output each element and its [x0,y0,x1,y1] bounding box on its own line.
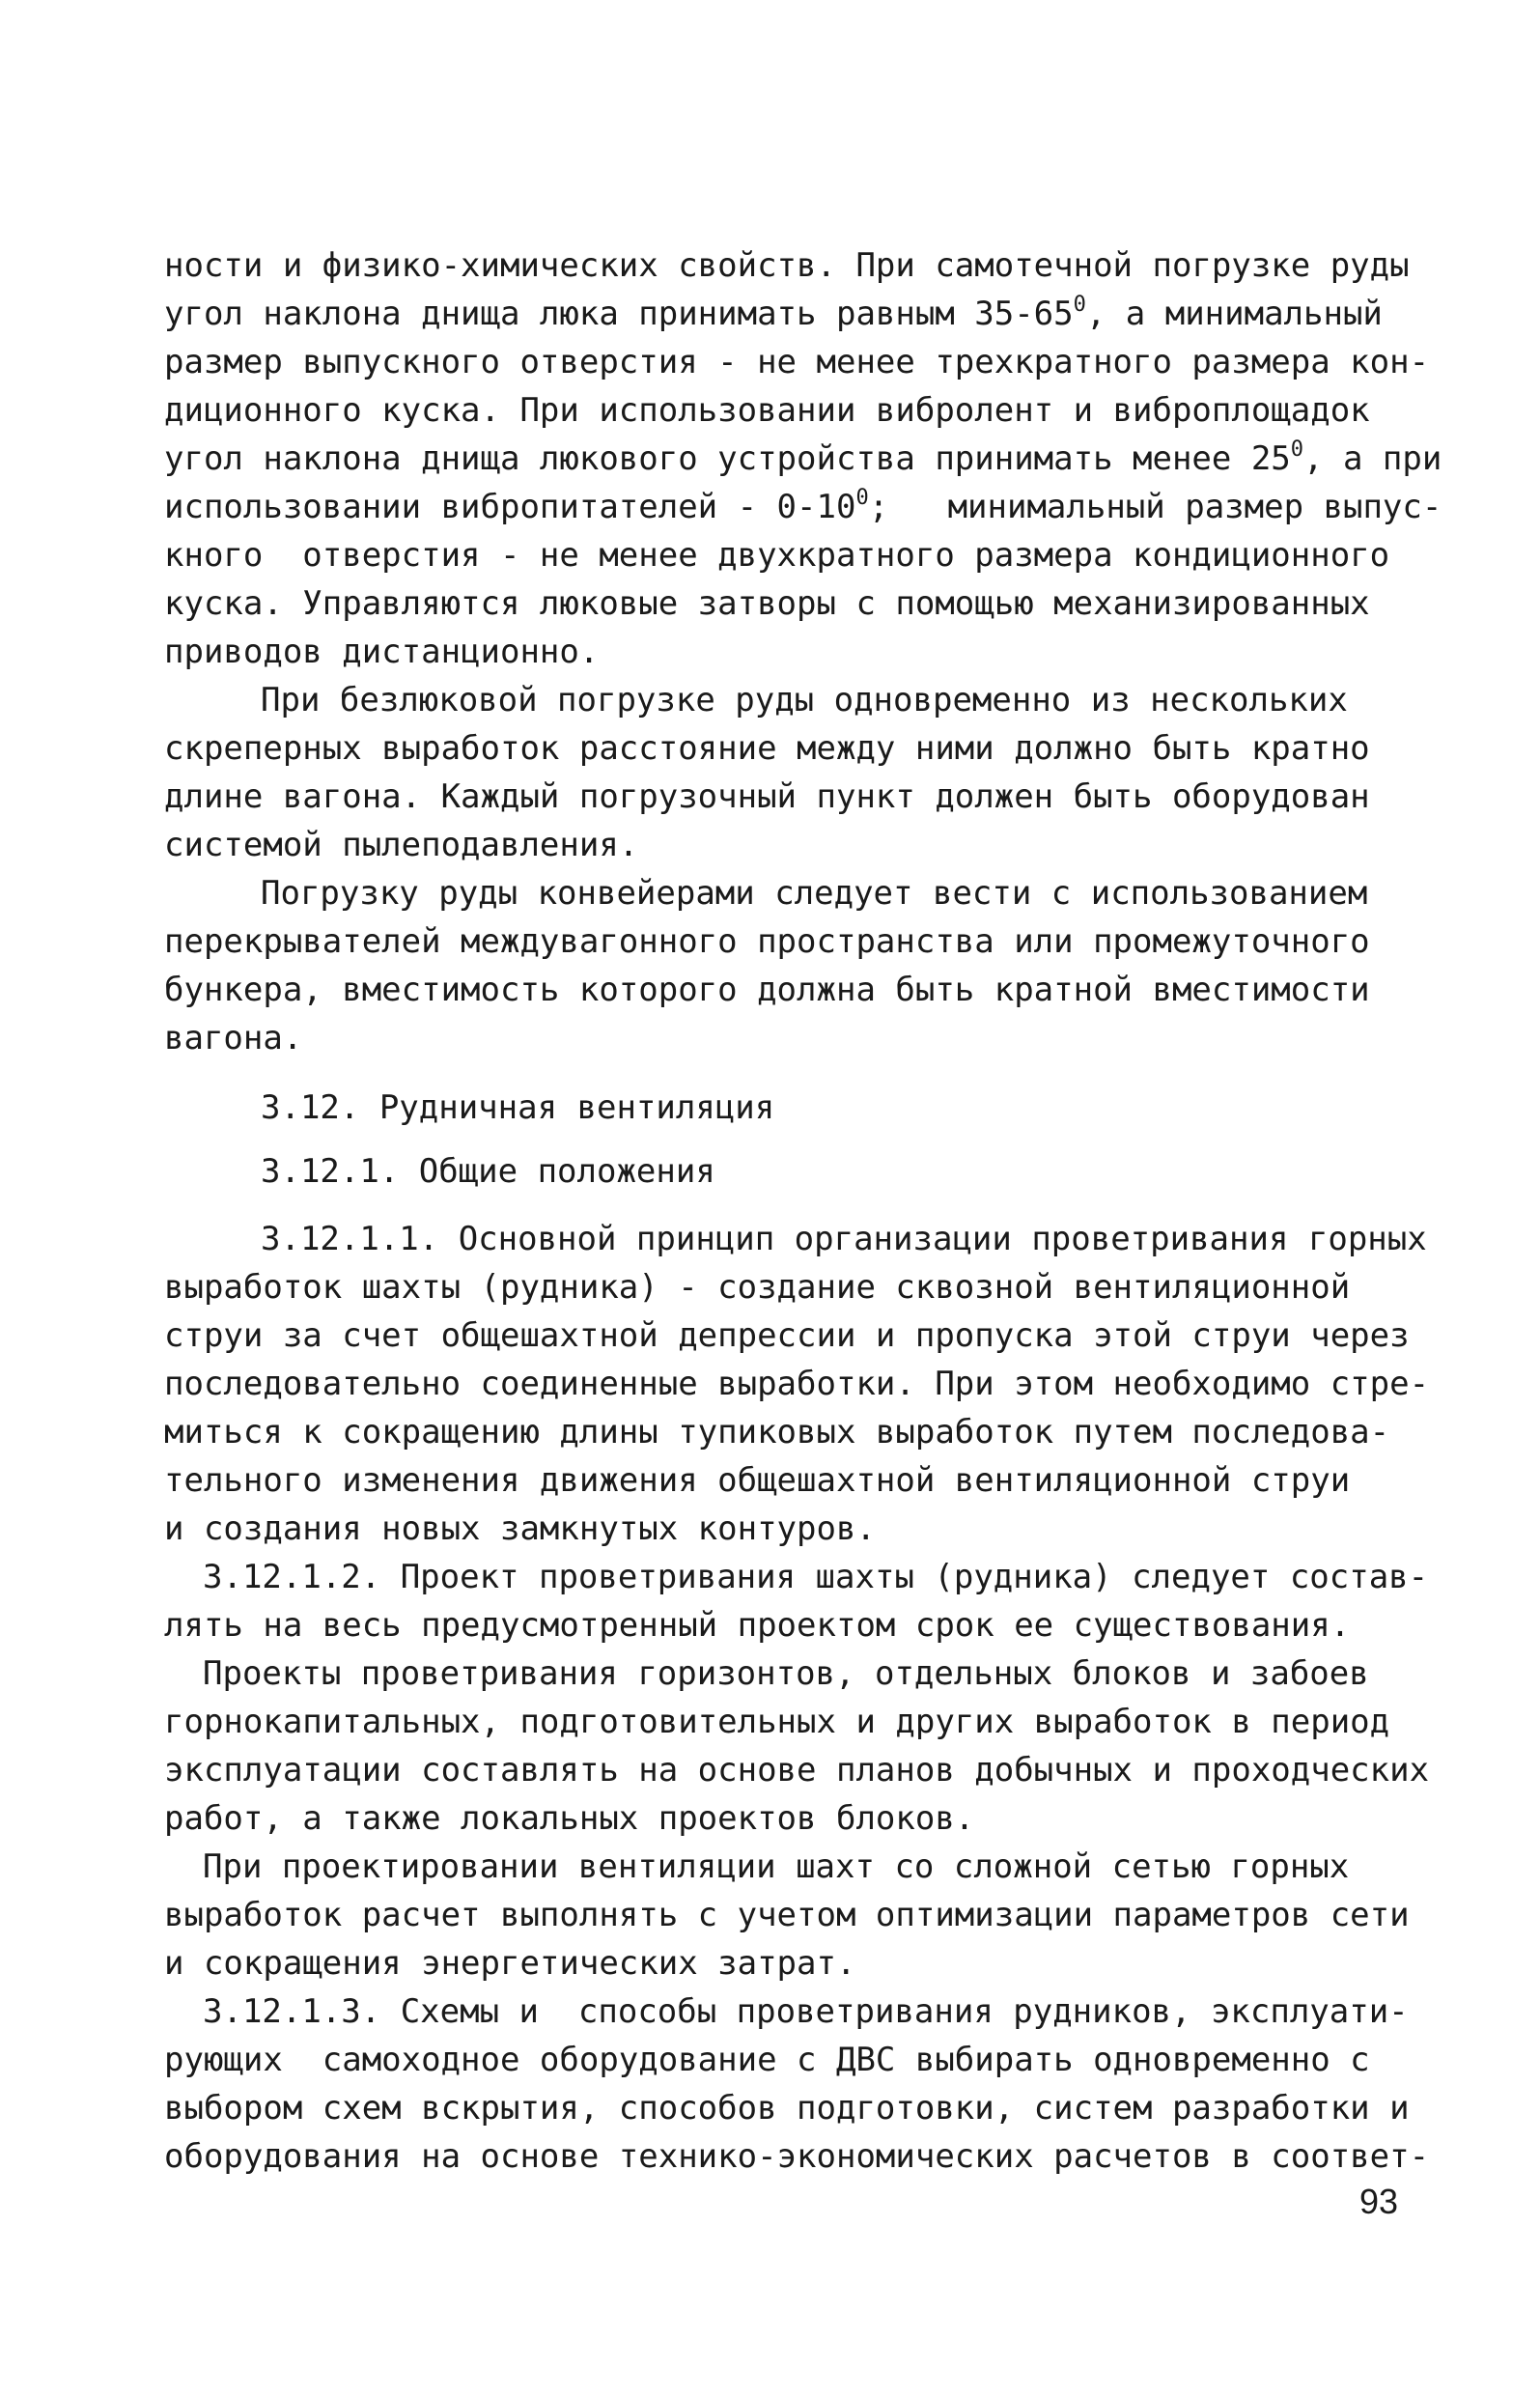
subsection-heading: 3.12.1. Общие положения [261,1152,715,1191]
text-span: угол наклона днища люка принимать равным 35-65 [164,295,1074,333]
text-line: выработок шахты (рудника) - создание сквозной вентиляционной [164,1268,1351,1307]
text-line: 3.12.1.2. Проект проветривания шахты (рудника) следует состав- [203,1558,1429,1596]
text-line: и сокращения энергетических затрат. [164,1944,856,1983]
text-line: выбором схем вскрытия, способов подготовки, систем разработки и [164,2089,1410,2128]
text-line: длине вагона. Каждый погрузочный пункт должен быть оборудован [164,777,1370,816]
text-line: горнокапитальных, подготовительных и других выработок в период [164,1703,1390,1741]
text-line: куска. Управляются люковые затворы с помощью механизированных [164,584,1370,623]
text-line: бункера, вместимость которого должна быть кратной вместимости [164,971,1370,1009]
page-number: 93 [1359,2182,1399,2221]
section-heading: 3.12. Рудничная вентиляция [261,1088,775,1127]
text-line: миться к сокращению длины тупиковых выработок путем последова- [164,1413,1390,1452]
text-line: 3.12.1.3. Схемы и способы проветривания рудников, эксплуати- [203,1992,1409,2031]
degree-superscript: 0 [855,486,869,510]
text-line [164,483,1442,531]
text-line: тельного изменения движения общешахтной вентиляционной струи [164,1461,1351,1500]
text-line: диционного куска. При использовании вибролент и виброплощадок [164,391,1370,430]
text-span: , а минимальный [1085,295,1383,333]
text-line: струи за счет общешахтной депрессии и пропуска этой струи через [164,1316,1410,1355]
degree-superscript: 0 [1073,293,1086,317]
text-line [164,435,1442,483]
text-line: скреперных выработок расстояние между ними должно быть кратно [164,729,1370,768]
text-line: лять на весь предусмотренный проектом срок ее существования. [164,1606,1351,1645]
text-line: и создания новых замкнутых контуров. [164,1509,876,1548]
text-span: угол наклона днища люкового устройства принимать менее 25 [164,439,1291,478]
text-span: ; минимальный размер выпус- [868,488,1442,526]
text-line: 3.12.1.1. Основной принцип организации проветривания горных [261,1220,1427,1258]
text-line: перекрывателей междувагонного пространства или промежуточного [164,922,1370,961]
text-line: При проектировании вентиляции шахт со сложной сетью горных [203,1847,1350,1886]
text-line [164,290,1383,338]
text-line: размер выпускного отверстия - не менее трехкратного размера кон- [164,343,1430,381]
text-line: вагона. [164,1019,303,1057]
text-line: ности и физико-химических свойств. При самотечной погрузке руды [164,246,1410,285]
text-line: системой пылеподавления. [164,826,639,864]
text-line: При безлюковой погрузке руды одновременно из нескольких [261,681,1348,719]
text-line: кного отверстия - не менее двухкратного размера кондиционного [164,536,1390,575]
text-line: рующих самоходное оборудование с ДВС выбирать одновременно с [164,2041,1370,2079]
text-line: Проекты проветривания горизонтов, отдельных блоков и забоев [203,1654,1369,1693]
text-span: , а при [1303,439,1442,478]
text-line: выработок расчет выполнять с учетом оптимизации параметров сети [164,1896,1410,1934]
text-line: последовательно соединенные выработки. При этом необходимо стре- [164,1365,1430,1403]
text-line: работ, а также локальных проектов блоков. [164,1799,975,1838]
text-line: Погрузку руды конвейерами следует вести с использованием [261,874,1368,913]
degree-superscript: 0 [1290,437,1304,462]
text-line: приводов дистанционно. [164,633,600,671]
text-line: эксплуатации составлять на основе планов добычных и проходческих [164,1751,1430,1790]
text-line: оборудования на основе технико-экономических расчетов в соответ- [164,2137,1430,2176]
text-span: использовании вибропитателей - 0-10 [164,488,856,526]
